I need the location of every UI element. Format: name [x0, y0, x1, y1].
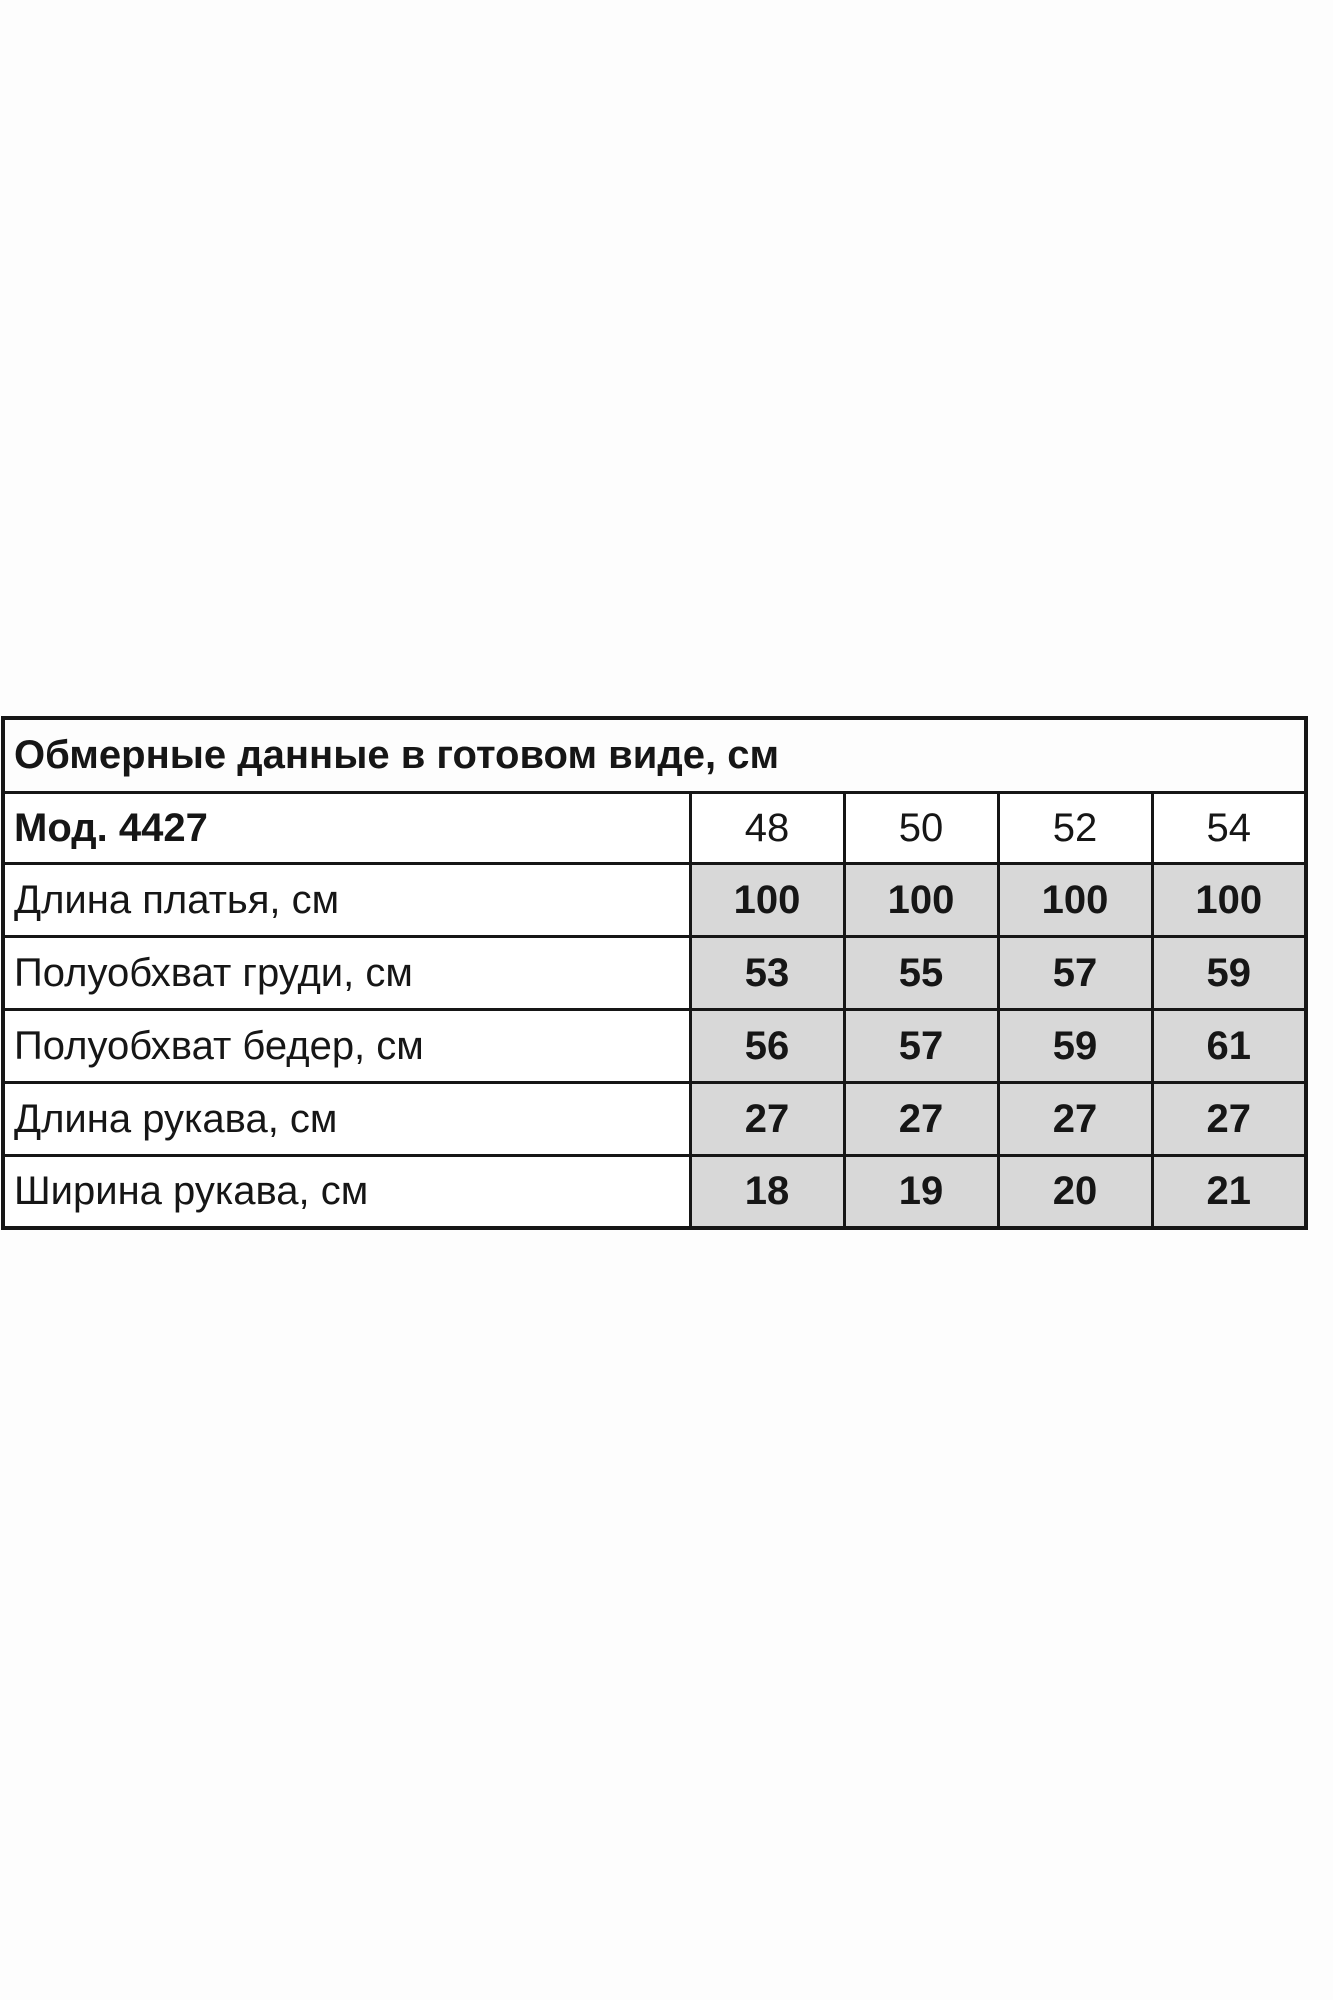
measurement-value-cell: 100 [1152, 863, 1306, 936]
measurement-value-cell: 27 [1152, 1082, 1306, 1155]
size-table [1, 716, 1308, 1230]
size-header-54: 54 [1152, 792, 1306, 863]
measurement-value-cell: 21 [1152, 1155, 1306, 1228]
measurement-value-cell: 27 [690, 1082, 844, 1155]
measurement-value-cell: 20 [998, 1155, 1152, 1228]
size-header-50: 50 [844, 792, 998, 863]
row-label: Полуобхват бедер, см [3, 1009, 690, 1082]
measurement-value-cell: 59 [1152, 936, 1306, 1009]
measurement-value-cell: 56 [690, 1009, 844, 1082]
measurement-value-cell: 27 [844, 1082, 998, 1155]
measurement-value-cell: 18 [690, 1155, 844, 1228]
size-header-48: 48 [690, 792, 844, 863]
measurement-value-cell: 59 [998, 1009, 1152, 1082]
table-title-row [3, 718, 1306, 792]
measurement-value-cell: 27 [998, 1082, 1152, 1155]
size-header-52: 52 [998, 792, 1152, 863]
size-header-row [3, 792, 1306, 863]
table-row-sleeve-width [3, 1155, 1306, 1228]
measurement-value-cell: 61 [1152, 1009, 1306, 1082]
measurement-value-cell: 100 [844, 863, 998, 936]
measurement-value-cell: 19 [844, 1155, 998, 1228]
row-label: Длина рукава, см [3, 1082, 690, 1155]
measurement-value-cell: 100 [690, 863, 844, 936]
table-row-half-hips [3, 1009, 1306, 1082]
measurement-value-cell: 57 [998, 936, 1152, 1009]
table-row-dress-length [3, 863, 1306, 936]
measurement-value-cell: 53 [690, 936, 844, 1009]
table-row-sleeve-length [3, 1082, 1306, 1155]
row-label: Ширина рукава, см [3, 1155, 690, 1228]
row-label: Длина платья, см [3, 863, 690, 936]
measurement-value-cell: 55 [844, 936, 998, 1009]
table-title: Обмерные данные в готовом виде, см [3, 718, 1306, 792]
row-label: Полуобхват груди, см [3, 936, 690, 1009]
measurement-value-cell: 57 [844, 1009, 998, 1082]
measurement-value-cell: 100 [998, 863, 1152, 936]
table-row-half-chest [3, 936, 1306, 1009]
model-label: Мод. 4427 [3, 792, 690, 863]
